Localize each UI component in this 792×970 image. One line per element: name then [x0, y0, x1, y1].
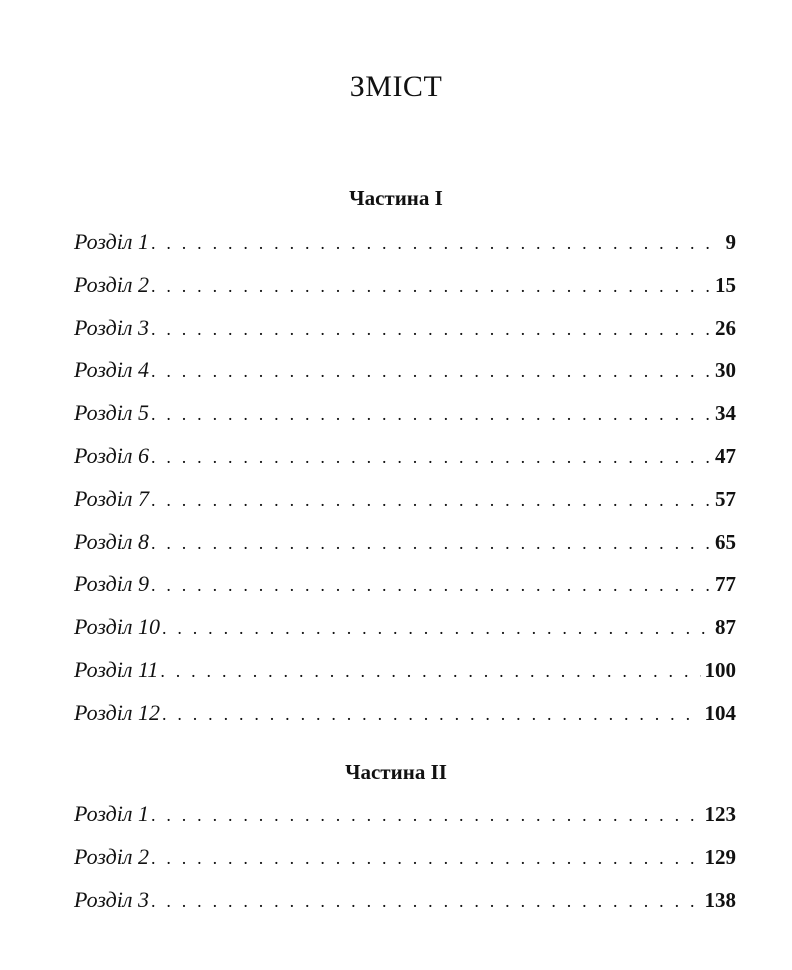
- toc-entry[interactable]: [74, 349, 736, 392]
- chapter-label: Розділ 1: [74, 801, 149, 826]
- dot-leader: [151, 479, 711, 522]
- dot-leader: [160, 650, 700, 693]
- part-heading-2: Частина ІІ: [345, 760, 447, 784]
- page-number: 129: [704, 844, 736, 869]
- dot-leader: [151, 522, 711, 565]
- toc-entry[interactable]: [74, 307, 736, 350]
- dot-leader: [151, 837, 701, 880]
- dot-leader: [151, 880, 701, 923]
- dot-leader: [151, 436, 711, 479]
- page-number: 104: [704, 700, 736, 725]
- page-number: 123: [704, 802, 736, 826]
- toc-list-part-1: [74, 221, 736, 735]
- chapter-label: Розділ 3: [74, 314, 149, 340]
- toc-entry[interactable]: [74, 606, 736, 649]
- page-number: 138: [704, 887, 736, 912]
- chapter-label: Розділ 2: [74, 843, 149, 869]
- chapter-label: Розділ 2: [74, 271, 149, 297]
- dot-leader: [151, 265, 711, 308]
- page-number: 15: [715, 272, 736, 297]
- dot-leader: [151, 794, 701, 837]
- dot-leader: [151, 222, 722, 265]
- page-number: 100: [704, 657, 736, 682]
- toc-entry[interactable]: [74, 521, 736, 564]
- toc-entry[interactable]: [74, 563, 736, 606]
- toc-entry[interactable]: [74, 264, 736, 307]
- page-number: 87: [715, 615, 736, 640]
- toc-entry[interactable]: [74, 392, 736, 435]
- toc-entry[interactable]: [74, 221, 736, 264]
- chapter-label: Розділ 4: [74, 357, 149, 383]
- toc-entry[interactable]: [74, 478, 736, 521]
- toc-list-part-2: [74, 793, 736, 921]
- dot-leader: [151, 350, 711, 393]
- page-number: 65: [715, 529, 736, 554]
- chapter-label: Розділ 5: [74, 400, 149, 426]
- chapter-label: Розділ 7: [74, 485, 149, 511]
- chapter-label: Розділ 1: [74, 229, 149, 254]
- dot-leader: [162, 607, 711, 650]
- page-number: 57: [715, 486, 736, 511]
- toc-entry[interactable]: [74, 836, 736, 879]
- chapter-label: Розділ 12: [74, 699, 160, 725]
- chapter-label: Розділ 9: [74, 571, 149, 597]
- page-number: 34: [715, 401, 736, 426]
- toc-entry[interactable]: [74, 435, 736, 478]
- dot-leader: [162, 693, 701, 736]
- toc-entry[interactable]: [74, 879, 736, 922]
- chapter-label: Розділ 10: [74, 614, 160, 640]
- toc-entry[interactable]: [74, 649, 736, 692]
- chapter-label: Розділ 6: [74, 442, 149, 468]
- toc-entry[interactable]: [74, 793, 736, 836]
- page-number: 30: [715, 358, 736, 383]
- dot-leader: [151, 393, 711, 436]
- page-number: 9: [725, 230, 736, 254]
- page-number: 77: [715, 572, 736, 597]
- chapter-label: Розділ 3: [74, 886, 149, 912]
- page-number: 47: [715, 443, 736, 468]
- dot-leader: [151, 308, 711, 351]
- page-number: 26: [715, 315, 736, 340]
- chapter-label: Розділ 11: [74, 656, 159, 682]
- dot-leader: [151, 564, 711, 607]
- page-title: ЗМІСТ: [349, 70, 443, 103]
- toc-entry[interactable]: [74, 692, 736, 735]
- part-heading-1: Частина І: [349, 186, 443, 210]
- chapter-label: Розділ 8: [74, 528, 149, 554]
